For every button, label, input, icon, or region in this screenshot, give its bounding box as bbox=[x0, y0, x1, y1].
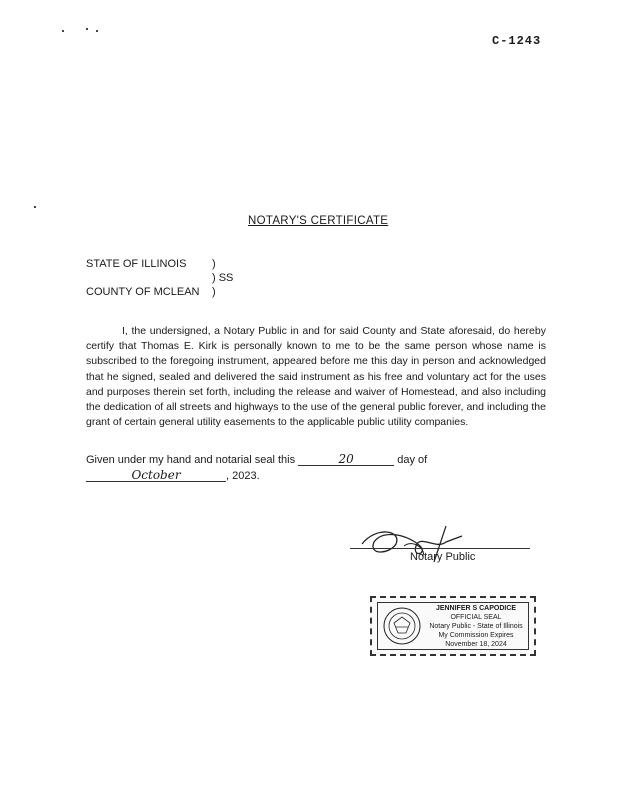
page-title: NOTARY'S CERTIFICATE bbox=[248, 215, 389, 227]
venue-state-paren: ) bbox=[212, 258, 216, 270]
certificate-body-text: I, the undersigned, a Notary Public in and for said County and State aforesaid, do hereby certify that Thomas E. Kirk is personally known to me to be the same person whose name is subscribed to the foregoing instrument, appeared before me this day in person and acknowledged that he signed, sealed and delivered the said instrument as his free and voluntary act for the uses and purposes therein set forth, including the release and waiver of Homestead, and also including the dedication of all streets and highways to the use of the general public forever, and including the grant of certain general utility easements to the applicable public utility companies. bbox=[86, 325, 546, 429]
seal-frame bbox=[377, 602, 529, 650]
signature-line bbox=[350, 548, 530, 549]
given-statement bbox=[86, 452, 427, 484]
seal-text bbox=[422, 604, 530, 649]
given-prefix: Given under my hand and notarial seal this bbox=[86, 454, 296, 466]
official-seal bbox=[370, 596, 536, 656]
given-day-suffix: day of bbox=[397, 454, 428, 466]
venue-ss: ) SS bbox=[212, 272, 234, 284]
venue-county: COUNTY OF MCLEAN bbox=[86, 286, 200, 298]
venue-state: STATE OF ILLINOIS bbox=[86, 258, 187, 270]
certificate-body bbox=[86, 324, 546, 430]
seal-expiration: November 18, 2024 bbox=[445, 641, 507, 648]
scan-speck bbox=[86, 28, 88, 30]
seal-notary-name: JENNIFER S CAPODICE bbox=[435, 605, 517, 612]
state-seal-icon bbox=[382, 605, 422, 647]
seal-notary-state: Notary Public - State of Illinois bbox=[429, 623, 523, 630]
day-field: 20 bbox=[298, 453, 394, 466]
seal-commission: My Commission Expires bbox=[438, 632, 514, 639]
scan-speck bbox=[34, 206, 36, 208]
document-id: C-1243 bbox=[492, 34, 542, 48]
given-year: , 2023. bbox=[226, 470, 260, 482]
month-field: October bbox=[86, 469, 226, 482]
venue-county-paren: ) bbox=[212, 286, 216, 298]
scan-speck bbox=[62, 30, 64, 32]
seal-official: OFFICIAL SEAL bbox=[450, 614, 502, 621]
scan-speck bbox=[96, 30, 98, 32]
signature-label: Notary Public bbox=[410, 551, 476, 563]
